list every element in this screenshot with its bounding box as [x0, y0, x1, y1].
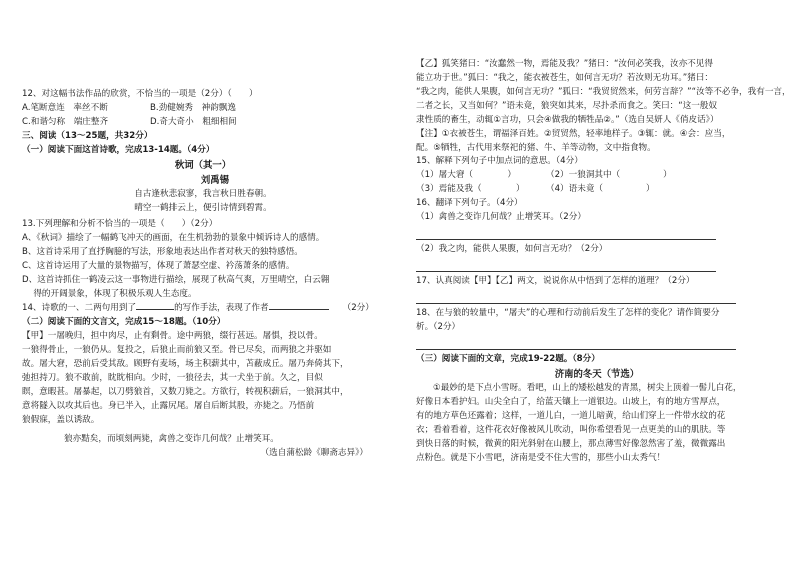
- left-column: [22, 0, 384, 461]
- q13-option-d: D、这首诗抓住一鹤凌云这一事物进行描绘，展现了秋高气爽，万里晴空，白云翱: [22, 274, 330, 285]
- question-14: [22, 301, 384, 316]
- passage-source: （选自蒲松龄《聊斋志异》）: [260, 447, 368, 458]
- article-title: 济南的冬天（节选）: [554, 368, 640, 380]
- q15-row-2: [416, 183, 778, 197]
- note-line: 配。⑤牺牲，古代用来祭祀的猪、牛、羊等动物，文中指食物。: [416, 142, 656, 153]
- q15-item-3: （3）焉能及我（ ）: [416, 184, 525, 195]
- q13-option-b: B、这首诗采用了直抒胸臆的写法，形象地表达出作者对秋天的独特感悟。: [22, 246, 303, 257]
- passage-b: [416, 58, 791, 128]
- passage-line: 一狼得骨止，一狼仍从。复投之，后狼止而前狼又至。骨已尽矣，而两狼之并驱如: [22, 345, 332, 356]
- q14-blank-2[interactable]: [269, 301, 329, 310]
- passage-line: 二者之长，又当如何？”语未竟，狼突如其来，尽扑杀而食之。笑曰：“这一般奴: [416, 100, 718, 111]
- passage-line: 故。屠大窘，恐前后受其敌。顾野有麦场，场主积薪其中，苫蔽成丘。屠乃奔倚其下，: [22, 359, 349, 370]
- poem-title: 秋词（其一）: [174, 159, 232, 171]
- q13-option-d-cont: 得的开阔景象，体现了积极乐观人生态度。: [22, 288, 197, 299]
- passage-a: [22, 330, 384, 446]
- question-18-cont: 析。（2分）: [416, 321, 461, 332]
- article-body: [416, 382, 778, 466]
- q16-answer-line-1[interactable]: [416, 229, 716, 240]
- q13-option-c: C、这首诗运用了大量的景物描写，体现了萧瑟空虚、衿荡萧条的感情。: [22, 260, 295, 271]
- article-line: 到快日落的时候，微黄的阳光斜射在山腰上，那点薄雪好像忽然害了羞，微微露出: [416, 438, 726, 449]
- passage-line: 能立功于世。”狐曰：“我之，能衣被苍生，如何言无功？若汝则无功耳。”猪曰：: [416, 72, 713, 83]
- q15-row-1: [416, 169, 778, 183]
- passage-line: 隶性质的畜生，动辄①言功，只会④做我的牺牲品②。”（选自吴妍人《俏皮话》）: [416, 114, 719, 125]
- passage-line: “我之肉，能供人果腹，如何言无功？”狐曰：“我贸贸然来，何劳言辞？”“汝等不必争，我有一言，: [416, 86, 791, 97]
- q14-blank-1[interactable]: [136, 301, 174, 310]
- annotation-note: [416, 128, 778, 156]
- q15-item-1: （1）屠大窘（ ）: [416, 170, 516, 181]
- question-15: 15、解释下列句子中加点词的意思。（4分）: [416, 156, 583, 167]
- q18-answer-line[interactable]: [416, 339, 736, 350]
- poem-author: 刘禹锡: [200, 174, 230, 186]
- question-12: 12、对这幅书法作品的欣赏，不恰当的一项是（2分）（ ）: [22, 89, 258, 99]
- q12-options-row-1: [22, 102, 384, 116]
- article-line: 有的地方草色还露着；这样，一道儿白，一道儿暗黄，给山们穿上一件带水纹的花: [416, 410, 726, 421]
- poem-line: 晴空一鹤排云上，便引诗情到碧霄。: [134, 203, 272, 213]
- poem-body: [22, 188, 384, 216]
- q12-options-row-2: [22, 116, 384, 130]
- q15-item-2: （2）一狼洞其中（ ）: [546, 170, 672, 181]
- part-3-heading: （三）阅读下面的文章，完成19-22题。（8分）: [416, 353, 600, 364]
- passage-line: 【乙】狐笑猪曰：“汝蠢然一物，焉能及我？”猪曰：“汝何必笑我，汝亦不见得: [416, 59, 713, 69]
- q15-item-4: （4）语未竟（ ）: [546, 184, 655, 195]
- article-line: 点粉色。就是下小雪吧，济南是受不住大雪的，那些小山太秀气！: [416, 452, 666, 463]
- poem-line: 自古逢秋悲寂寥，我言秋日胜春朝。: [134, 189, 272, 200]
- question-16: 16、翻译下列句子。（4分）: [416, 198, 523, 209]
- q17-answer-line[interactable]: [416, 293, 736, 304]
- passage-line: 狼假寐，盖以诱敌。: [22, 414, 100, 425]
- article-line: ①最妙的是下点小雪呀。看吧，山上的矮松越发的青黑，树尖上顶着一髻儿白花，: [433, 382, 742, 393]
- note-line: 【注】①衣被苍生，谓福泽百姓。②贸贸然，轻率地样子。③辄：就。④会：应当，: [416, 128, 731, 139]
- question-13: 13.下列理解和分析不恰当的一项是（ ）（2分）: [22, 218, 218, 229]
- article-line: 衣；看着看着，这件花衣好像被风儿吹动，叫你希望看见一点更美的山的肌肤。等: [416, 424, 726, 435]
- passage-line: 弛担持刀。狼不敢前，眈眈相向。少时，一狼径去，其一犬坐于前。久之，目似: [22, 373, 323, 384]
- q12-option-a: A.笔断意连 率丝不断: [22, 102, 108, 113]
- passage-line: 【甲】一屠晚归，担中肉尽，止有剩骨。途中两狼，缀行甚远。屠惧，投以骨。: [22, 331, 323, 342]
- q16-item-1: （1）禽兽之变诈几何哉？止增笑耳。（2分）: [416, 212, 586, 223]
- q14-score: （2分）: [342, 303, 374, 314]
- q16-item-2: （2）我之肉，能供人果腹，如何言无功？（2分）: [416, 244, 608, 255]
- q16-answer-line-2[interactable]: [416, 261, 716, 272]
- q14-text: 14、诗歌的一、二两句用到了: [22, 303, 137, 314]
- part-2-heading: （二）阅读下面的文言文，完成15～18题。（10分）: [22, 317, 226, 328]
- q12-option-d: D.奇大奇小 粗细相间: [150, 116, 237, 127]
- part-1-heading: （一）阅读下面这首诗歌，完成13-14题。（4分）: [22, 144, 215, 155]
- question-18: 18、在与狼的较量中，“屠夫”的心理和行动前后发生了怎样的变化？请作简要分: [416, 307, 720, 318]
- passage-line: 瞑，意暇甚。屠暴起，以刀劈狼首，又数刀毙之。方欲行，转视积薪后，一狼洞其中，: [22, 386, 349, 397]
- q12-option-c: C.和谐匀称 端庄整齐: [22, 116, 109, 127]
- right-column: [416, 0, 791, 465]
- q12-option-b: B.劲健婉秀 神韵飘逸: [150, 102, 236, 113]
- article-line: 好像日本看护妇。山尖全白了，给蓝天镶上一道银边。山坡上，有的地方雪厚点，: [416, 396, 726, 407]
- passage-line: 意将隧入以攻其后也。身已半入，止露尻尾。屠自后断其股，亦毙之。乃悟前: [22, 400, 315, 411]
- q14-text-tail: 的写作手法，表现了作者: [174, 303, 269, 314]
- section-3-heading: 三、阅读（13～25题，共32分）: [22, 130, 153, 141]
- passage-line: 狼亦黠矣，而顷刻两毙，禽兽之变诈几何哉？止增笑耳。: [64, 433, 279, 444]
- q13-option-a: A、《秋词》描绘了一幅鹤飞冲天的画面，在生机勃勃的景象中倾诉诗人的感情。: [22, 232, 325, 243]
- question-17: 17、认真阅读【甲】【乙】两文，说说你从中悟到了怎样的道理？（2分）: [416, 275, 695, 286]
